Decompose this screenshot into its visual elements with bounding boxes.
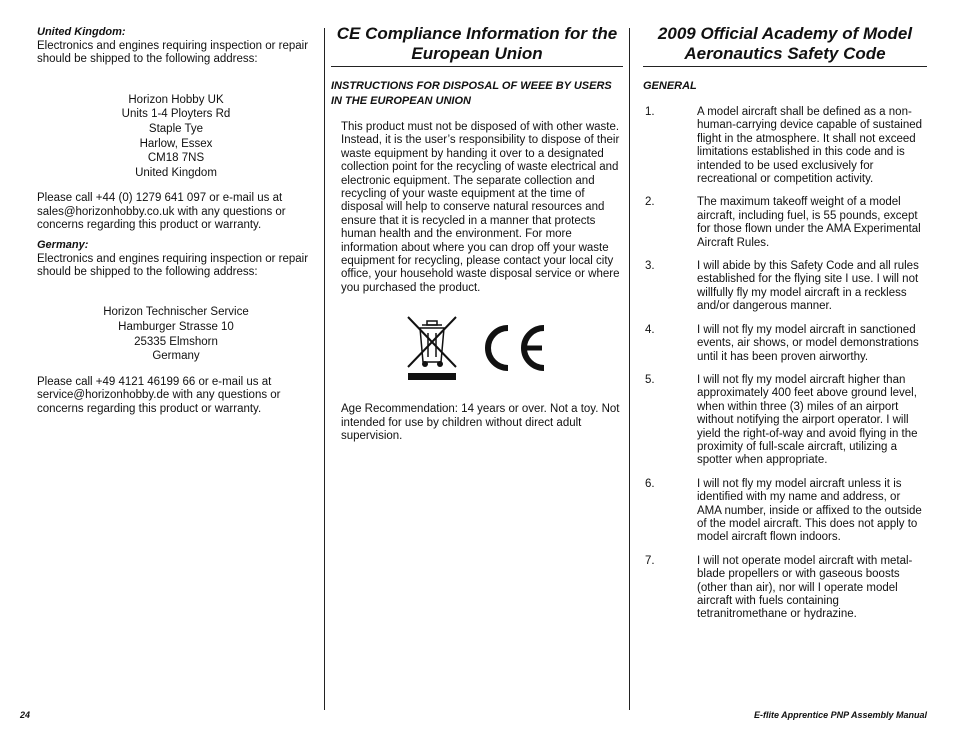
compliance-logos <box>331 311 623 385</box>
list-item <box>643 555 927 622</box>
weee-subheading: INSTRUCTIONS FOR DISPOSAL OF WEEE BY USERS IN THE EUROPEAN UNION <box>331 80 612 107</box>
warranty-addresses-column <box>37 22 315 416</box>
column-divider <box>324 28 325 710</box>
ce-mark-icon <box>476 320 548 376</box>
list-item <box>643 374 927 468</box>
address-line: Germany <box>152 350 200 363</box>
ce-heading: CE Compliance Information for the European Union <box>331 24 623 67</box>
list-item <box>643 196 927 250</box>
rule-number: 1. <box>645 106 655 118</box>
manual-title: E-flite Apprentice PNP Assembly Manual <box>753 710 927 720</box>
uk-intro: Electronics and engines requiring inspection or repair should be shipped to the following address: <box>37 40 309 66</box>
rule-text: I will not operate model aircraft with metal-blade propellers or with gaseous boosts (other than air), nor will I operate model aircraft with fuels containing tetranitromethane or hydrazine. <box>697 554 913 621</box>
list-item <box>643 260 927 314</box>
address-line: United Kingdom <box>135 166 217 179</box>
germany-label: Germany: <box>37 238 89 251</box>
rule-number: 2. <box>645 196 655 209</box>
rule-number: 5. <box>645 373 655 386</box>
address-line: Staple Tye <box>148 123 204 135</box>
rule-text: I will abide by this Safety Code and all rules established for the flying site I use. I will not willfully fly my model aircraft in a reckless and/or dangerous manner. <box>697 260 919 313</box>
germany-contact: Please call +49 4121 46199 66 or e-mail us at service@horizonhobby.de with any questions or concerns regarding this product or warranty. <box>37 375 281 415</box>
uk-label: United Kingdom: <box>37 26 126 38</box>
disposal-instructions: This product must not be disposed of with other waste. Instead, it is the user’s responsibility to dispose of their waste equipment by handing it over to a designated collection point for the recycling of waste electrical and electronic equipment. The separate collection and recycling of your waste equipment at the time of disposal will help to conserve natural resources and ensure that it is recycled in a manner that protects human health and the environment. For more information about where you can drop off your waste equipment for recycling, please contact your local city office, your household waste disposal service or where you purchased the product. <box>341 121 620 294</box>
address-line: Horizon Technischer Service <box>103 306 249 319</box>
rule-number: 6. <box>645 477 655 490</box>
general-subheading: GENERAL <box>643 80 697 92</box>
page-number: 24 <box>20 710 31 720</box>
rule-number: 4. <box>645 323 655 336</box>
column-divider <box>629 28 630 710</box>
list-item <box>643 324 927 364</box>
crossed-out-wheelie-bin-icon <box>406 315 458 381</box>
safety-rules-list <box>643 106 927 622</box>
list-item <box>643 106 927 186</box>
safety-code-heading: 2009 Official Academy of Model Aeronautics Safety Code <box>643 24 927 67</box>
rule-text: I will not fly my model aircraft higher than approximately 400 feet above ground level, when within three (3) miles of an airport without notifying the airport operator. I will yield the right-of-way and avoid flying in the proximity of full-scale aircraft, utilizing a spotter when appropriate. <box>697 373 918 467</box>
rule-number: 7. <box>645 554 655 567</box>
address-line: Hamburger Strasse 10 <box>118 321 234 333</box>
uk-contact: Please call +44 (0) 1279 641 097 or e-mail us at sales@horizonhobby.co.uk with any questions or concerns regarding this product or warranty. <box>37 192 286 232</box>
list-item <box>643 478 927 545</box>
ce-compliance-column <box>331 22 623 460</box>
rule-text: I will not fly my model aircraft unless it is identified with my name and address, or AMA number, inside or affixed to the outside of the model aircraft. This does not apply to model aircraft flown indoors. <box>697 477 922 544</box>
address-line: 25335 Elmshorn <box>134 335 218 348</box>
age-recommendation: Age Recommendation: 14 years or over. Not a toy. Not intended for use by children without direct adult supervision. <box>341 403 620 443</box>
address-line: CM18 7NS <box>147 152 205 165</box>
address-line: Harlow, Essex <box>139 137 213 150</box>
address-line: Horizon Hobby UK <box>128 93 224 106</box>
ama-safety-code-column <box>643 22 927 632</box>
rule-text: A model aircraft shall be defined as a non-human-carrying device capable of sustained flight in the atmosphere. It shall not exceed limitations established in this code and is intended to be used exclusively for recreational or competition activity. <box>697 106 923 186</box>
rule-text: The maximum takeoff weight of a model aircraft, including fuel, is 55 pounds, except for those flown under the AMA Experimental Aircraft Rules. <box>697 196 921 249</box>
address-line: Units 1-4 Ployters Rd <box>121 108 231 121</box>
rule-text: I will not fly my model aircraft in sanctioned events, air shows, or model demonstrations until it has been proven airworthy. <box>697 323 919 363</box>
rule-number: 3. <box>645 260 655 273</box>
germany-address <box>37 305 315 363</box>
germany-intro: Electronics and engines requiring inspection or repair should be shipped to the following address: <box>37 252 309 278</box>
uk-address <box>37 93 315 181</box>
